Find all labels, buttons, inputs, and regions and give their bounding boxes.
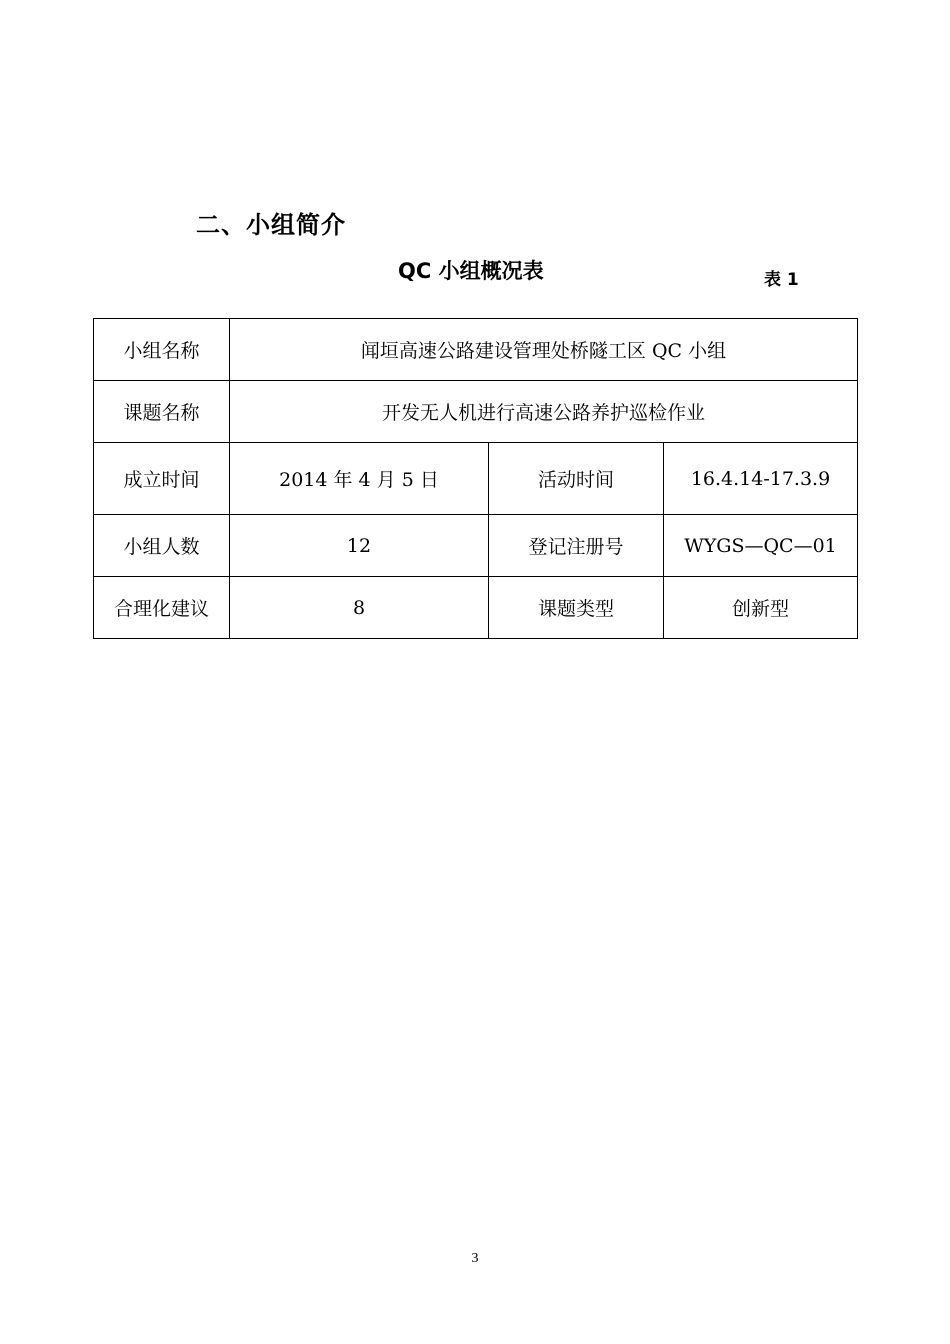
activity-period-value: 16.4.14-17.3.9 xyxy=(664,443,858,515)
founded-date-label: 成立时间 xyxy=(94,443,230,515)
page-number: 3 xyxy=(471,1251,479,1266)
qc-group-summary-table xyxy=(93,318,858,639)
topic-name-value: 开发无人机进行高速公路养护巡检作业 xyxy=(230,381,858,443)
group-name-value: 闻垣高速公路建设管理处桥隧工区 QC 小组 xyxy=(230,319,858,381)
table-row xyxy=(94,577,858,639)
member-count-value: 12 xyxy=(230,515,489,577)
suggestions-label: 合理化建议 xyxy=(94,577,230,639)
activity-period-label: 活动时间 xyxy=(489,443,664,515)
suggestions-value: 8 xyxy=(230,577,489,639)
table-title: QC 小组概况表 xyxy=(398,259,544,283)
registration-number-value: WYGS—QC—01 xyxy=(664,515,858,577)
registration-number-label: 登记注册号 xyxy=(489,515,664,577)
section-heading: 二、小组简介 xyxy=(196,211,346,239)
table-row xyxy=(94,381,858,443)
table-row xyxy=(94,319,858,381)
group-name-label: 小组名称 xyxy=(94,319,230,381)
table-row xyxy=(94,515,858,577)
topic-type-label: 课题类型 xyxy=(489,577,664,639)
table-row xyxy=(94,443,858,515)
topic-name-label: 课题名称 xyxy=(94,381,230,443)
topic-type-value: 创新型 xyxy=(664,577,858,639)
founded-date-value: 2014 年 4 月 5 日 xyxy=(230,443,489,515)
member-count-label: 小组人数 xyxy=(94,515,230,577)
table-number: 表 1 xyxy=(764,270,799,290)
